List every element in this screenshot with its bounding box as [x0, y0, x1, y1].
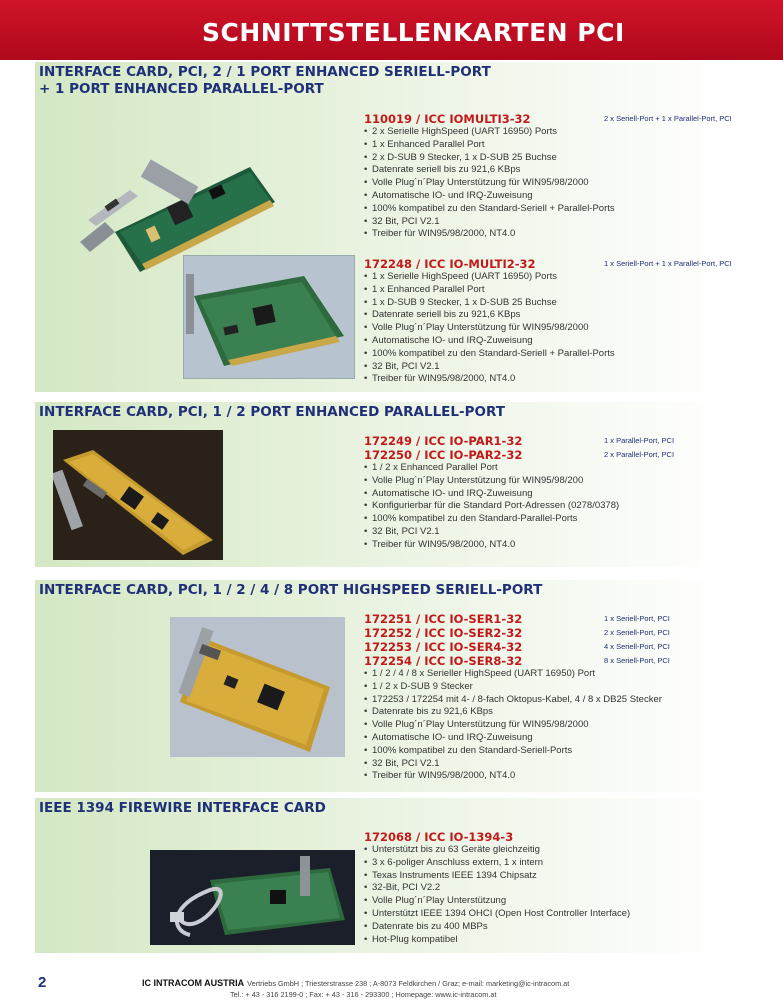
- feature-item: • 1 x Serielle HighSpeed (UART 16950) Ports: [364, 271, 759, 284]
- feature-item: • 2 x Serielle HighSpeed (UART 16950) Ports: [364, 126, 759, 139]
- feature-item: • Datenrate seriell bis zu 921,6 KBps: [364, 309, 759, 322]
- product-code: 110019 / ICC IOMULTI3-32: [364, 112, 531, 126]
- footer-address: [142, 978, 569, 988]
- feature-item: • Datenrate seriell bis zu 921,6 KBps: [364, 164, 759, 177]
- feature-item: • Datenrate bis zu 921,6 KBps: [364, 706, 759, 719]
- feature-item: • Volle Plug´n´Play Unterstützung für WIN95/98/200: [364, 475, 759, 488]
- feature-list: [364, 462, 759, 552]
- feature-item: • 32 Bit, PCI V2.1: [364, 361, 759, 374]
- product-note: 4 x Seriell-Port, PCI: [604, 642, 670, 651]
- product-code: 172249 / ICC IO-PAR1-32: [364, 434, 523, 448]
- section-title: INTERFACE CARD, PCI, 1 / 2 / 4 / 8 PORT HIGHSPEED SERIELL-PORT: [39, 582, 543, 598]
- page-number: 2: [38, 974, 47, 991]
- product-image-par: [53, 430, 223, 560]
- feature-list: [364, 668, 759, 783]
- feature-item: • 32 Bit, PCI V2.1: [364, 526, 759, 539]
- feature-item: • 32 Bit, PCI V2.1: [364, 216, 759, 229]
- product-firewire: [364, 830, 759, 946]
- product-note: 1 x Seriell-Port + 1 x Parallel-Port, PCI: [604, 259, 732, 268]
- feature-item: • Volle Plug´n´Play Unterstützung für WIN95/98/2000: [364, 322, 759, 335]
- feature-item: • Treiber für WIN95/98/2000, NT4.0: [364, 539, 759, 552]
- product-iomulti3: [364, 112, 759, 241]
- feature-list: [364, 271, 759, 386]
- feature-item: • Automatische IO- und IRQ-Zuweisung: [364, 335, 759, 348]
- feature-item: • 172253 / 172254 mit 4- / 8-fach Oktopus-Kabel, 4 / 8 x DB25 Stecker: [364, 694, 759, 707]
- footer-company: IC INTRACOM AUSTRIA: [142, 978, 245, 988]
- feature-item: • 1 / 2 x D-SUB 9 Stecker: [364, 681, 759, 694]
- product-code-row: [364, 257, 759, 271]
- footer-address-text: Vertriebs GmbH ; Triesterstrasse 238 ; A-8073 Feldkirchen / Graz; e-mail: marketing@ic-intracom.at: [247, 979, 570, 988]
- product-code: 172254 / ICC IO-SER8-32: [364, 654, 523, 668]
- feature-item: • Treiber für WIN95/98/2000, NT4.0: [364, 228, 759, 241]
- feature-item: • Treiber für WIN95/98/2000, NT4.0: [364, 373, 759, 386]
- feature-item: • 2 x D-SUB 9 Stecker, 1 x D-SUB 25 Buchse: [364, 152, 759, 165]
- feature-item: • Volle Plug´n´Play Unterstützung für WIN95/98/2000: [364, 177, 759, 190]
- section-title-line-2: + 1 PORT ENHANCED PARALLEL-PORT: [39, 81, 324, 97]
- feature-item: • 100% kompatibel zu den Standard-Parallel-Ports: [364, 513, 759, 526]
- product-code: 172251 / ICC IO-SER1-32: [364, 612, 523, 626]
- feature-item: • 1 x D-SUB 9 Stecker, 1 x D-SUB 25 Buchse: [364, 297, 759, 310]
- feature-item: • Automatische IO- und IRQ-Zuweisung: [364, 190, 759, 203]
- product-note: 8 x Seriell-Port, PCI: [604, 656, 670, 665]
- section-parallel: [35, 402, 729, 567]
- product-note: 2 x Seriell-Port + 1 x Parallel-Port, PCI: [604, 114, 732, 123]
- product-par: [364, 434, 759, 552]
- product-code-row: [364, 612, 759, 626]
- feature-item: • Unterstützt IEEE 1394 OHCI (Open Host Controller Interface): [364, 908, 759, 921]
- section-multi-io: [35, 62, 732, 392]
- feature-item: • Hot-Plug kompatibel: [364, 934, 759, 947]
- feature-item: • 3 x 6-poliger Anschluss extern, 1 x intern: [364, 857, 759, 870]
- product-code: 172253 / ICC IO-SER4-32: [364, 640, 523, 654]
- product-iomulti2: [364, 257, 759, 386]
- section-title: IEEE 1394 FIREWIRE INTERFACE CARD: [39, 800, 326, 816]
- product-code-row: [364, 626, 759, 640]
- product-code: 172248 / ICC IO-MULTI2-32: [364, 257, 536, 271]
- footer-contact: Tel.: + 43 - 316 2199-0 ; Fax: + 43 - 316 - 293300 ; Homepage: www.ic-intracom.at: [230, 990, 497, 999]
- product-code: 172250 / ICC IO-PAR2-32: [364, 448, 523, 462]
- feature-item: • Automatische IO- und IRQ-Zuweisung: [364, 732, 759, 745]
- feature-item: • Treiber für WIN95/98/2000, NT4.0: [364, 770, 759, 783]
- product-ser: [364, 612, 759, 783]
- feature-item: • 32 Bit, PCI V2.1: [364, 758, 759, 771]
- product-code: 172068 / ICC IO-1394-3: [364, 830, 514, 844]
- feature-item: • 1 x Enhanced Parallel Port: [364, 139, 759, 152]
- feature-item: • Automatische IO- und IRQ-Zuweisung: [364, 488, 759, 501]
- product-code-row: [364, 654, 759, 668]
- feature-item: • Konfigurierbar für die Standard Port-Adressen (0278/0378): [364, 500, 759, 513]
- product-code-row: [364, 830, 759, 844]
- feature-item: • 32-Bit, PCI V2.2: [364, 882, 759, 895]
- feature-item: • 100% kompatibel zu den Standard-Seriell-Ports: [364, 745, 759, 758]
- feature-item: • 100% kompatibel zu den Standard-Seriell + Parallel-Ports: [364, 203, 759, 216]
- product-image-firewire: [150, 850, 355, 945]
- section-firewire: [35, 798, 729, 953]
- feature-list: [364, 126, 759, 241]
- feature-item: • Datenrate bis zu 400 MBPs: [364, 921, 759, 934]
- section-title-line-1: INTERFACE CARD, PCI, 2 / 1 PORT ENHANCED SERIELL-PORT: [39, 64, 491, 80]
- product-code: 172252 / ICC IO-SER2-32: [364, 626, 523, 640]
- product-note: 2 x Seriell-Port, PCI: [604, 628, 670, 637]
- product-code-row: [364, 448, 759, 462]
- feature-item: • 100% kompatibel zu den Standard-Seriell + Parallel-Ports: [364, 348, 759, 361]
- page-title: SCHNITTSTELLENKARTEN PCI: [202, 18, 625, 47]
- product-image-ser: [170, 617, 345, 757]
- feature-item: • Volle Plug´n´Play Unterstützung für WIN95/98/2000: [364, 719, 759, 732]
- feature-item: • Volle Plug´n´Play Unterstützung: [364, 895, 759, 908]
- feature-item: • Texas Instruments IEEE 1394 Chipsatz: [364, 870, 759, 883]
- section-title: [39, 64, 491, 98]
- product-code-row: [364, 112, 759, 126]
- feature-list: [364, 844, 759, 946]
- product-code-row: [364, 640, 759, 654]
- feature-item: • 1 / 2 x Enhanced Parallel Port: [364, 462, 759, 475]
- feature-item: • 1 x Enhanced Parallel Port: [364, 284, 759, 297]
- product-note: 1 x Seriell-Port, PCI: [604, 614, 670, 623]
- section-title: INTERFACE CARD, PCI, 1 / 2 PORT ENHANCED PARALLEL-PORT: [39, 404, 505, 420]
- feature-item: • 1 / 2 / 4 / 8 x Serieller HighSpeed (UART 16950) Port: [364, 668, 759, 681]
- page-header: [0, 0, 783, 60]
- product-note: 1 x Parallel-Port, PCI: [604, 436, 675, 445]
- product-code-row: [364, 434, 759, 448]
- product-note: 2 x Parallel-Port, PCI: [604, 450, 675, 459]
- section-serial: [35, 580, 729, 792]
- product-image-iomulti2: [183, 255, 355, 379]
- feature-item: • Unterstützt bis zu 63 Geräte gleichzeitig: [364, 844, 759, 857]
